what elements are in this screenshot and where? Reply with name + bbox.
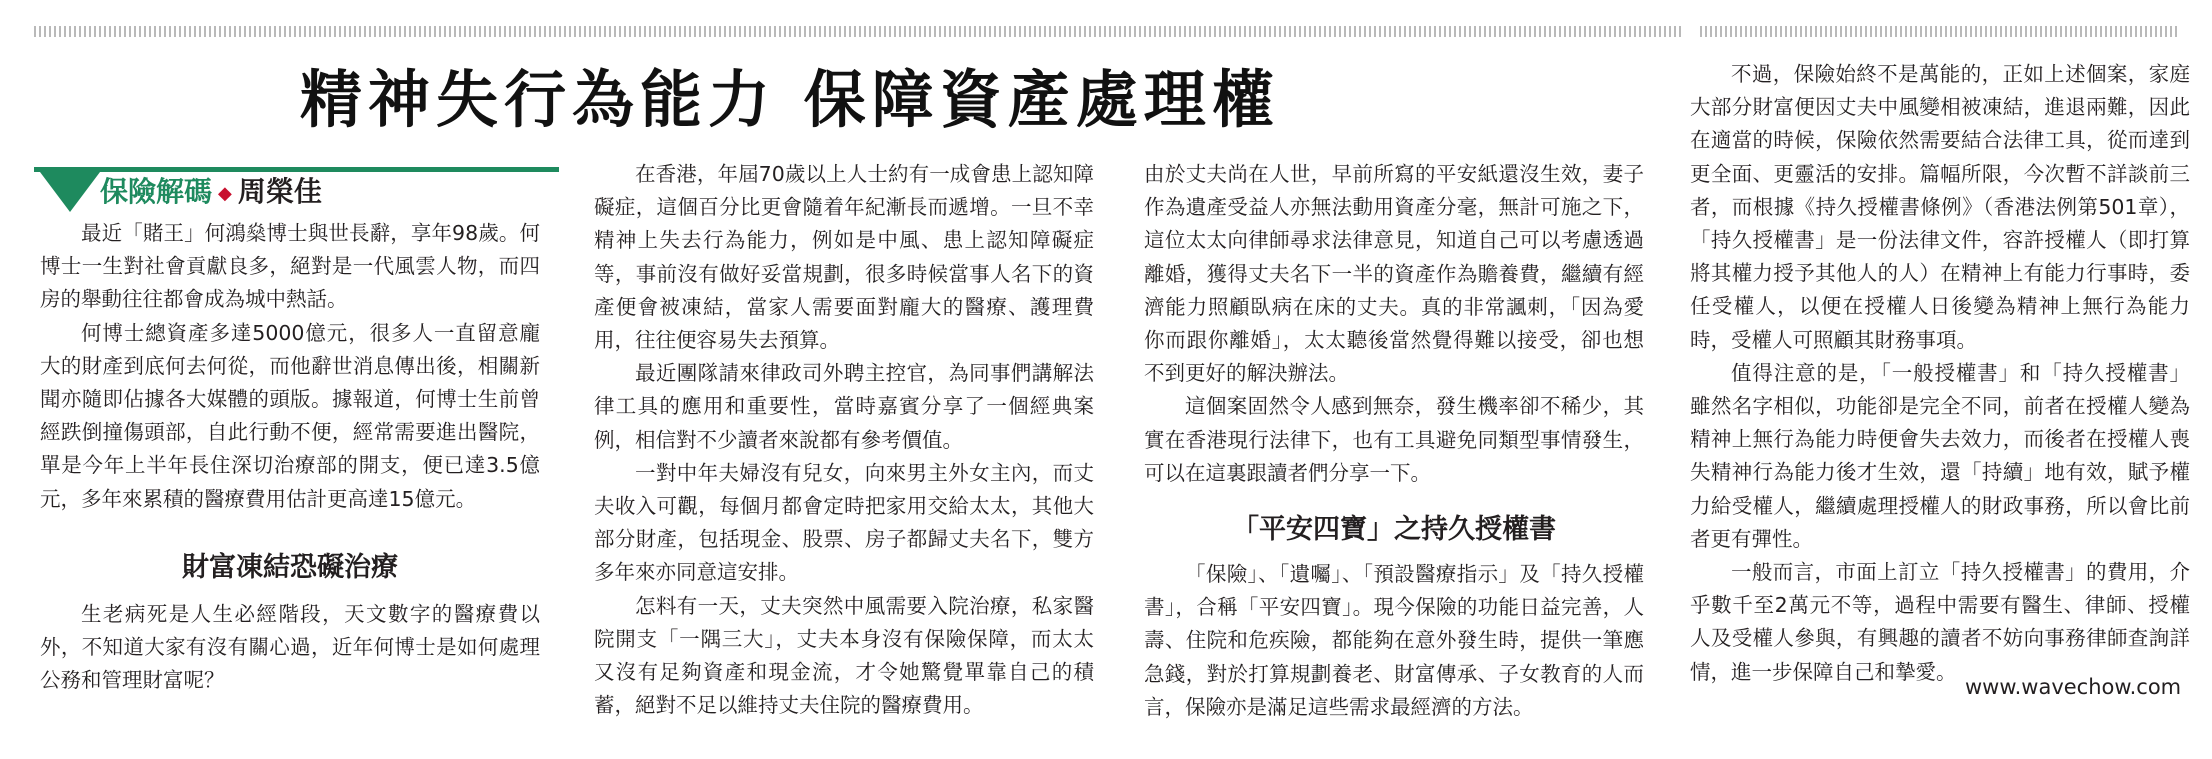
paragraph: 值得注意的是，「一般授權書」和「持久授權書」雖然名字相似，功能卻是完全不同，前者在授權人變為精神上無行為能力時便會失去效力，而後者在授權人喪失精神行為能力後才生效，還「持續」地有效，賦予權力給受權人，繼續處理授權人的財政事務，所以會比前者更有彈性。 <box>1690 360 2190 551</box>
subheading: 「平安四寶」之持久授權書 <box>1232 514 1556 546</box>
article-column-2 <box>594 158 1094 722</box>
paragraph: 這個案固然令人感到無奈，發生機率卻不稀少，其實在香港現行法律下，也有工具避免同類型事情發生，可以在這裏跟讀者們分享一下。 <box>1144 394 1644 485</box>
article-column-3 <box>1144 158 1644 724</box>
paragraph: 何博士總資產多達5000億元，很多人一直留意龐大的財產到底何去何從，而他辭世消息傳出後，相關新聞亦隨即佔據各大媒體的頭版。據報道，何博士生前曾經跌倒撞傷頭部，自此行動不便，經常需要進出醫院，單是今年上半年長住深切治療部的開支，便已達3.5億元，多年來累積的醫療費用估計更高達15億元。 <box>40 320 540 511</box>
column-badge <box>100 170 322 210</box>
paragraph: 生老病死是人生必經階段，天文數字的醫療費以外，不知道大家有沒有關心過，近年何博士是如何處理公務和管理財富呢？ <box>40 601 540 693</box>
diamond-icon: ◆ <box>218 182 232 204</box>
column-badge-triangle <box>40 172 100 212</box>
paragraph: 最近「賭王」何鴻燊博士與世長辭，享年98歲。何博士一生對社會貢獻良多，絕對是一代風雲人物，而四房的舉動往往都會成為城中熱話。 <box>40 221 540 312</box>
paragraph: 「保險」、「遺囑」、「預設醫療指示」及「持久授權書」，合稱「平安四寶」。現今保險的功能日益完善，人壽、住院和危疾險，都能夠在意外發生時，提供一筆應急錢，對於打算規劃養老、財富傳承、子女教育的人而言，保險亦是滿足這些需求最經濟的方法。 <box>1144 562 1644 719</box>
subheading: 財富凍結恐礙治療 <box>182 551 398 583</box>
paragraph: 怎料有一天，丈夫突然中風需要入院治療，私家醫院開支「一隅三大」，丈夫本身沒有保險保障，而太太又沒有足夠資產和現金流，才令她驚覺單靠自己的積蓄，絕對不足以維持丈夫住院的醫療費用。 <box>594 593 1094 718</box>
paragraph: 由於丈夫尚在人世，早前所寫的平安紙還沒生效，妻子作為遺產受益人亦無法動用資產分毫，無計可施之下，這位太太向律師尋求法律意見，知道自己可以考慮透過離婚，獲得丈夫名下一半的資產作為贍養費，繼續有經濟能力照顧臥病在床的丈夫。真的非常諷刺，「因為愛你而跟你離婚」，太太聽後當然覺得難以接受，卻也想不到更好的解決辦法。 <box>1144 162 1644 386</box>
column-name: 保險解碼 <box>100 175 213 208</box>
website-url: www.wavechow.com <box>1965 675 2182 699</box>
author-name: 周榮佳 <box>237 175 322 208</box>
paragraph: 一般而言，市面上訂立「持久授權書」的費用，介乎數千至2萬元不等，過程中需要有醫生、律師、授權人及受權人參與，有興趣的讀者不妨向事務律師查詢詳情，進一步保障自己和摯愛。 <box>1690 560 2190 684</box>
top-rule-right <box>1700 26 2180 37</box>
article-column-1 <box>40 217 540 697</box>
headline: 精神失行為能力 保障資產處理權 <box>300 63 1280 136</box>
paragraph: 不過，保險始終不是萬能的，正如上述個案，家庭大部分財富便因丈夫中風變相被凍結，進退兩難，因此在適當的時候，保險依然需要結合法律工具，從而達到更全面、更靈活的安排。篇幅所限，今次暫不詳談前三者，而根據《持久授權書條例》（香港法例第501章），「持久授權書」是一份法律文件，容許授權人（即打算將其權力授予其他人的人）在精神上有能力行事時，委任受權人，以便在授權人日後變為精神上無行為能力時，受權人可照顧其財務事項。 <box>1690 62 2190 352</box>
top-rule-left <box>34 26 1682 37</box>
paragraph: 在香港，年屆70歲以上人士約有一成會患上認知障礙症，這個百分比更會隨着年紀漸長而遞增。一旦不幸精神上失去行為能力，例如是中風、患上認知障礙症等，事前沒有做好妥當規劃，很多時候當事人名下的資產便會被凍結，當家人需要面對龐大的醫療、護理費用，往往便容易失去預算。 <box>594 162 1094 353</box>
paragraph: 最近團隊請來律政司外聘主控官，為同事們講解法律工具的應用和重要性，當時嘉賓分享了一個經典案例，相信對不少讀者來說都有參考價值。 <box>594 361 1094 452</box>
article-column-4 <box>1690 58 2190 689</box>
paragraph: 一對中年夫婦沒有兒女，向來男主外女主內，而丈夫收入可觀，每個月都會定時把家用交給太太，其他大部分財產，包括現金、股票、房子都歸丈夫名下，雙方多年來亦同意這安排。 <box>594 460 1094 585</box>
